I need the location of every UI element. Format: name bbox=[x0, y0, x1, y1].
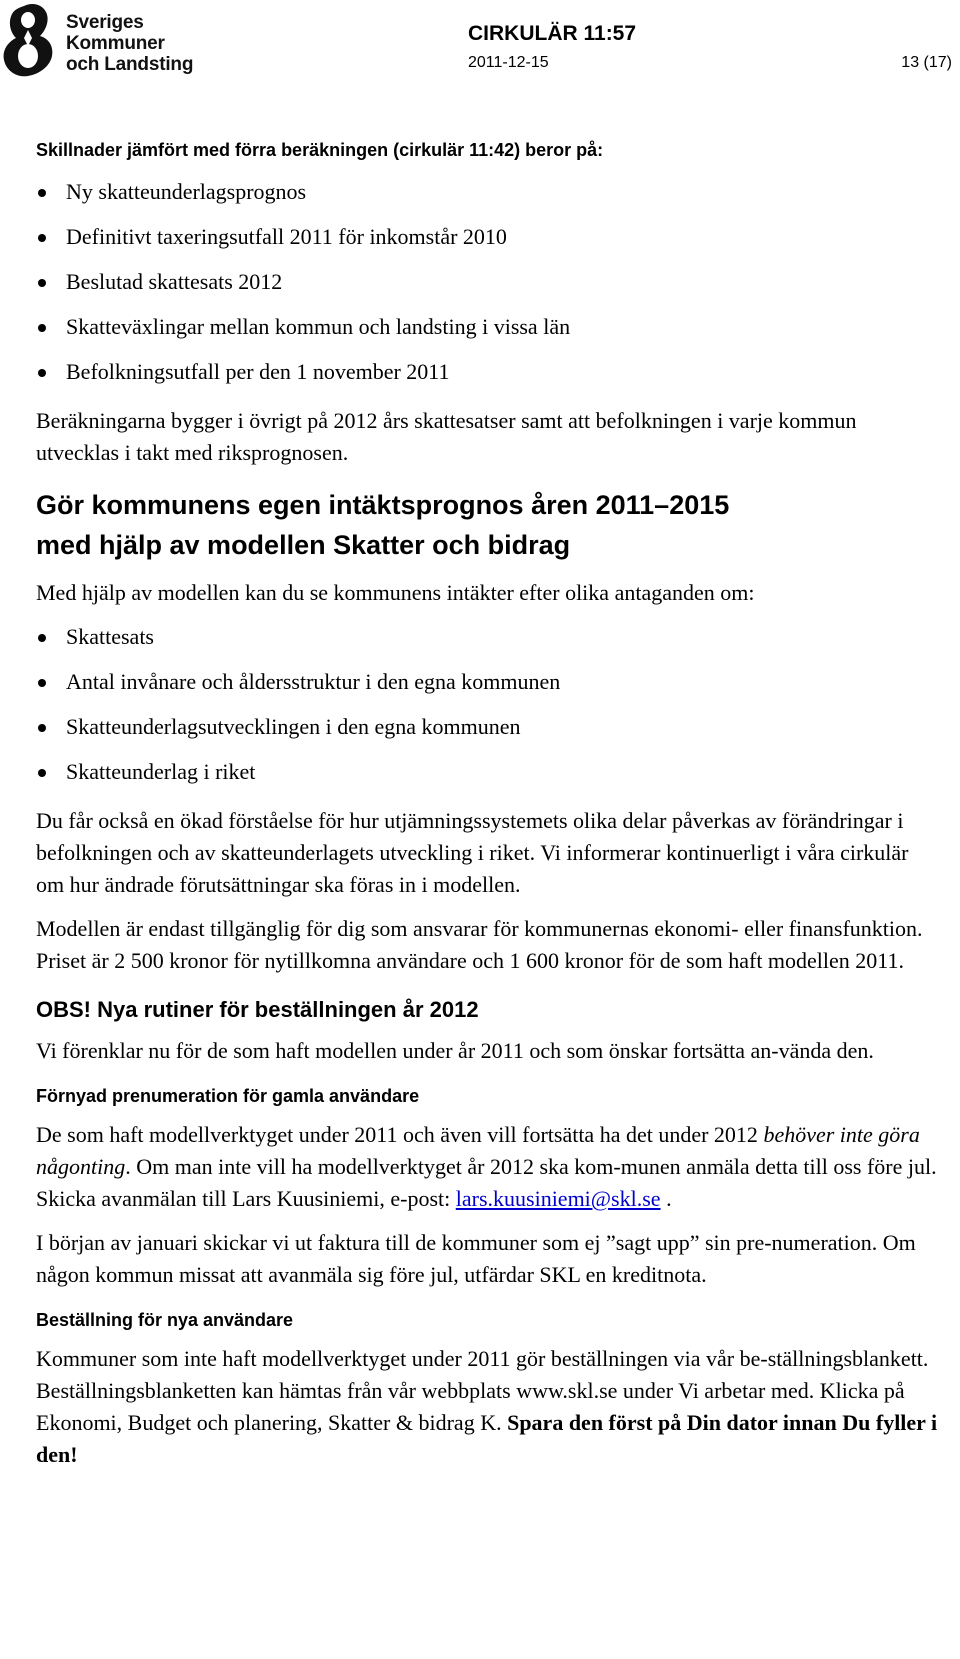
bullet-icon bbox=[38, 324, 46, 332]
list-item: Beslutad skattesats 2012 bbox=[36, 266, 941, 311]
page-number: 13 (17) bbox=[901, 54, 952, 71]
equalization-paragraph: Du får också en ökad förståelse för hur utjämningssystemets olika delar påverkas av förändringar i befolkningen och av skatteunderlagets utveckling i riket. Vi informerar kontinuerligt i våra cirkulär om hur ändrade förutsättningar ska föras in i modellen. bbox=[36, 808, 909, 897]
list-item: Skattesats bbox=[36, 621, 941, 666]
circular-number: CIRKULÄR 11:57 bbox=[468, 22, 637, 45]
model-intro: Med hjälp av modellen kan du se kommunens intäkter efter olika antaganden om: bbox=[36, 580, 755, 605]
bullet-icon bbox=[38, 369, 46, 377]
bullet-icon bbox=[38, 634, 46, 642]
simplify-paragraph: Vi förenklar nu för de som haft modellen under år 2011 och som önskar fortsätta an-vända den. bbox=[36, 1038, 874, 1063]
pricing-paragraph: Modellen är endast tillgänglig för dig som ansvarar för kommunernas ekonomi- eller finansfunktion. Priset är 2 500 kronor för nytillkomna användare och 1 600 kronor för de som haft modellen 2011. bbox=[36, 916, 923, 973]
list-item: Skatteunderlagsutvecklingen i den egna kommunen bbox=[36, 711, 941, 756]
list-item: Skatteväxlingar mellan kommun och landsting i vissa län bbox=[36, 311, 941, 356]
invoice-paragraph: I början av januari skickar vi ut faktura till de kommuner som ej ”sagt upp” sin pre-numeration. Om någon kommun missat att avanmäla sig före jul, utfärdar SKL en kreditnota. bbox=[36, 1230, 916, 1287]
logo-text: Sveriges Kommuner och Landsting bbox=[66, 12, 194, 75]
list-item: Skatteunderlag i riket bbox=[36, 756, 941, 801]
skl-logo bbox=[2, 2, 202, 80]
save-note: Spara den först på Din dator innan Du fyller i den! bbox=[36, 1410, 938, 1467]
assumptions-list bbox=[36, 621, 941, 801]
skl-emblem-icon bbox=[2, 2, 62, 78]
section-heading-forecast: Gör kommunens egen intäktsprognos åren 2011–2015 med hjälp av modellen Skatter och bidrag bbox=[36, 490, 730, 560]
circular-date: 2011-12-15 bbox=[468, 54, 549, 71]
list-item: Definitivt taxeringsutfall 2011 för inkomstår 2010 bbox=[36, 221, 941, 266]
bullet-icon bbox=[38, 679, 46, 687]
bullet-icon bbox=[38, 234, 46, 242]
bullet-icon bbox=[38, 189, 46, 197]
email-link[interactable]: lars.kuusiniemi@skl.se bbox=[455, 1186, 661, 1211]
differences-heading: Skillnader jämfört med förra beräkningen (cirkulär 11:42) beror på: bbox=[36, 140, 604, 160]
renewal-heading: Förnyad prenumeration för gamla användare bbox=[36, 1086, 420, 1106]
list-item: Antal invånare och åldersstruktur i den egna kommunen bbox=[36, 666, 941, 711]
bullet-icon bbox=[38, 769, 46, 777]
section-heading-obs: OBS! Nya rutiner för beställningen år 2012 bbox=[36, 997, 479, 1022]
bullet-icon bbox=[38, 279, 46, 287]
main-content bbox=[36, 137, 941, 1471]
bullet-icon bbox=[38, 724, 46, 732]
calculation-paragraph: Beräkningarna bygger i övrigt på 2012 års skattesatser samt att befolkningen i varje kommun utvecklas i takt med riksprognosen. bbox=[36, 408, 857, 465]
renewal-paragraph: De som haft modellverktyget under 2011 och även vill fortsätta ha det under 2012 behöver inte göra någonting. Om man inte vill ha modellverktyget år 2012 ska kom-munen anmäla detta till oss före jul. Skicka avanmälan till Lars Kuusiniemi, e-post: lars.kuusiniemi@skl.se . bbox=[36, 1122, 937, 1211]
new-users-heading: Beställning för nya användare bbox=[36, 1310, 294, 1330]
list-item: Befolkningsutfall per den 1 november 2011 bbox=[36, 356, 941, 401]
order-paragraph: Kommuner som inte haft modellverktyget under 2011 gör beställningen via vår be-ställningsblankett. Beställningsblanketten kan hämtas från vår webbplats www.skl.se under Vi arbetar med. Klicka på Ekonomi, Budget och planering, Skatter & bidrag K. Spara den först på Din dator innan Du fyller i den! bbox=[36, 1346, 938, 1467]
differences-list bbox=[36, 176, 941, 401]
list-item: Ny skatteunderlagsprognos bbox=[36, 176, 941, 221]
